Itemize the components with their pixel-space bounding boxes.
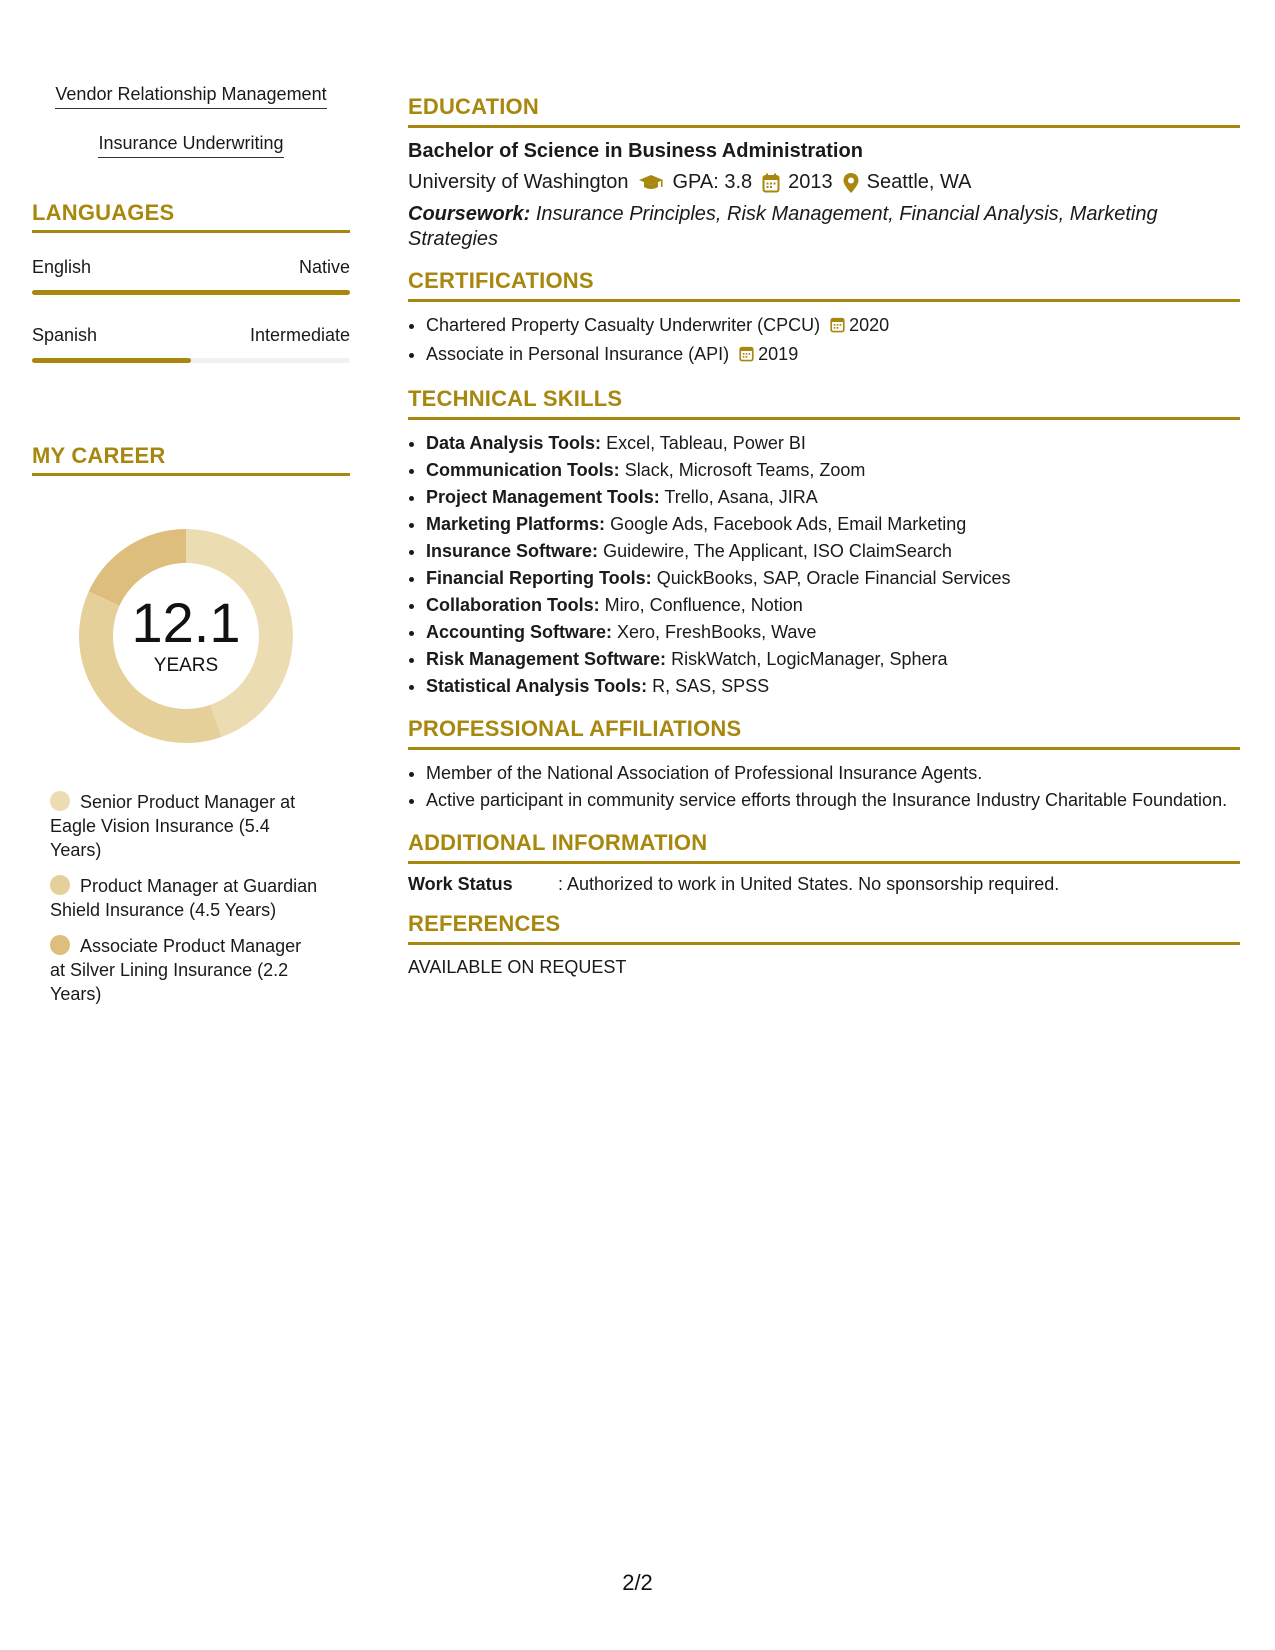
skill-tag: Vendor Relationship Management	[55, 84, 326, 109]
certifications-section	[408, 268, 1240, 370]
language-name: Spanish	[32, 325, 98, 345]
work-status-row	[408, 874, 1240, 895]
career-heading: MY CAREER	[32, 443, 350, 476]
skill-value: Excel, Tableau, Power BI	[606, 433, 806, 453]
coursework-label: Coursework:	[408, 203, 531, 225]
skill-label: Data Analysis Tools:	[426, 433, 602, 453]
education-details	[408, 171, 1240, 194]
skill-value: QuickBooks, SAP, Oracle Financial Services	[656, 568, 1011, 588]
skill-tag: Insurance Underwriting	[98, 133, 283, 158]
career-unit: YEARS	[153, 655, 219, 676]
language-item	[32, 325, 350, 363]
skill-item	[426, 619, 1240, 646]
certification-name: Chartered Property Casualty Underwriter (CPCU)	[426, 315, 821, 335]
references-heading: REFERENCES	[408, 911, 1240, 945]
school-name: University of Washington	[408, 171, 629, 193]
language-level: Intermediate	[249, 325, 350, 345]
skill-item	[426, 592, 1240, 619]
language-level: Native	[298, 257, 350, 277]
skill-label: Statistical Analysis Tools:	[426, 676, 648, 696]
career-legend-label: Product Manager at Guardian Shield Insurance (4.5 Years)	[50, 876, 318, 920]
language-bar	[32, 290, 350, 295]
technical-skills-heading: TECHNICAL SKILLS	[408, 386, 1240, 420]
legend-dot-icon	[50, 875, 70, 895]
skill-tags	[32, 84, 350, 182]
skill-value: R, SAS, SPSS	[652, 676, 770, 696]
certification-name: Associate in Personal Insurance (API)	[426, 344, 730, 364]
sidebar	[32, 84, 350, 1018]
skill-item	[426, 538, 1240, 565]
skill-value: Slack, Microsoft Teams, Zoom	[624, 460, 866, 480]
skill-value: RiskWatch, LogicManager, Sphera	[671, 649, 948, 669]
skill-value: Xero, FreshBooks, Wave	[617, 622, 817, 642]
graduation-cap-icon	[638, 174, 664, 192]
additional-info-heading: ADDITIONAL INFORMATION	[408, 830, 1240, 864]
certification-year: 2019	[758, 344, 799, 364]
career-legend-label: Senior Product Manager at Eagle Vision Insurance (5.4 Years)	[50, 792, 296, 860]
language-bar-fill	[32, 358, 191, 363]
certification-item	[426, 341, 1240, 370]
gpa: GPA: 3.8	[672, 171, 753, 193]
skill-value: Miro, Confluence, Notion	[604, 595, 803, 615]
languages-heading: LANGUAGES	[32, 200, 350, 233]
references-text: AVAILABLE ON REQUEST	[408, 957, 627, 977]
skill-item	[426, 430, 1240, 457]
references-section	[408, 911, 1240, 978]
career-legend	[50, 790, 320, 1006]
legend-dot-icon	[50, 791, 70, 811]
career-legend-item	[50, 874, 320, 922]
page-number: 2/2	[622, 1570, 653, 1595]
affiliation-item: • Active participant in community service efforts through the Insurance Industry Charitable Foundation.	[426, 787, 1240, 814]
legend-dot-icon	[50, 935, 70, 955]
skill-label: Financial Reporting Tools:	[426, 568, 652, 588]
affiliations-section	[408, 716, 1240, 814]
skill-item	[426, 646, 1240, 673]
work-status-value: : Authorized to work in United States. No sponsorship required.	[558, 874, 1060, 894]
main-content	[408, 94, 1240, 994]
language-item	[32, 257, 350, 295]
certifications-heading: CERTIFICATIONS	[408, 268, 1240, 302]
skill-item	[426, 457, 1240, 484]
skill-value: Trello, Asana, JIRA	[664, 487, 818, 507]
language-name: English	[32, 257, 92, 277]
skill-label: Project Management Tools:	[426, 487, 660, 507]
skill-item	[426, 565, 1240, 592]
career-legend-label: Associate Product Manager at Silver Lining Insurance (2.2 Years)	[50, 936, 302, 1004]
skill-label: Communication Tools:	[426, 460, 620, 480]
career-legend-item	[50, 790, 320, 862]
career-donut-chart	[66, 516, 306, 756]
skill-label: Risk Management Software:	[426, 649, 667, 669]
school-location: Seattle, WA	[866, 171, 972, 193]
skill-label: Marketing Platforms:	[426, 514, 606, 534]
skill-label: Accounting Software:	[426, 622, 613, 642]
affiliation-item: • Member of the National Association of Professional Insurance Agents.	[426, 760, 1240, 787]
skill-value: Google Ads, Facebook Ads, Email Marketing	[610, 514, 967, 534]
skill-value: Guidewire, The Applicant, ISO ClaimSearch	[603, 541, 952, 561]
coursework	[408, 202, 1240, 252]
education-heading: EDUCATION	[408, 94, 1240, 128]
skill-item	[426, 484, 1240, 511]
calendar-icon	[830, 314, 845, 341]
language-bar-fill	[32, 290, 350, 295]
certification-item	[426, 312, 1240, 341]
additional-info-section	[408, 830, 1240, 895]
skill-item	[426, 673, 1240, 700]
technical-skills-section	[408, 386, 1240, 700]
career-total-years: 12.1	[131, 591, 241, 654]
coursework-list: Insurance Principles, Risk Management, Financial Analysis, Marketing Strategies	[408, 203, 1158, 250]
career-legend-item	[50, 934, 320, 1006]
certification-year: 2020	[849, 315, 890, 335]
skill-label: Insurance Software:	[426, 541, 599, 561]
graduation-year: 2013	[788, 171, 833, 193]
skill-label: Collaboration Tools:	[426, 595, 600, 615]
work-status-label: Work Status	[408, 874, 513, 894]
affiliations-heading: PROFESSIONAL AFFILIATIONS	[408, 716, 1240, 750]
skill-item	[426, 511, 1240, 538]
calendar-icon	[739, 343, 754, 370]
language-bar	[32, 358, 350, 363]
education-section	[408, 94, 1240, 252]
location-pin-icon	[843, 173, 859, 193]
degree-title: Bachelor of Science in Business Administration	[408, 140, 863, 162]
calendar-icon	[762, 173, 780, 193]
